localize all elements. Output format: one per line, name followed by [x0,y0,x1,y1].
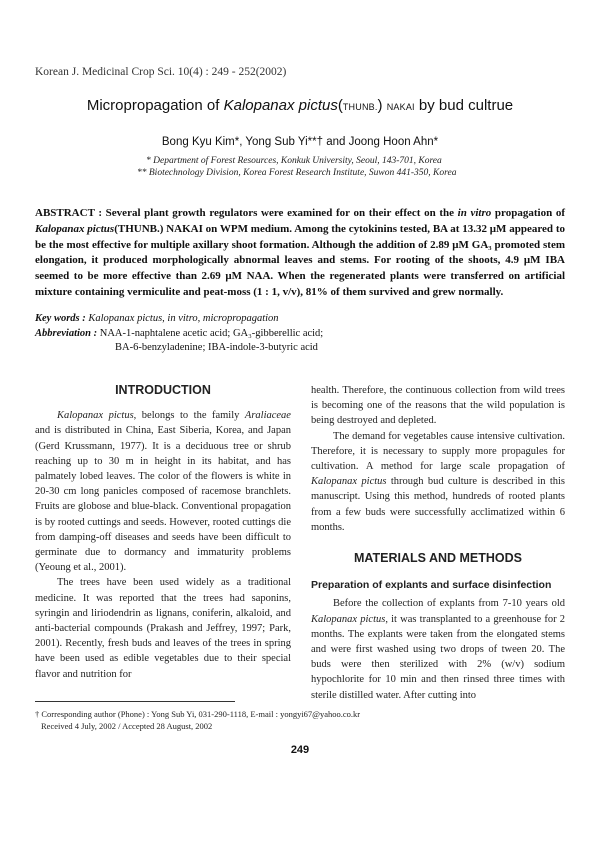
title-thunb: THUNB. [342,102,378,112]
intro-paragraph-1 [35,408,291,575]
methods-paragraph-1 [311,596,565,702]
paper-title [0,97,600,114]
keywords-label: Key words : [35,313,86,324]
intro-paragraph-3: health. Therefore, the continuous collection from wild trees is becoming one of the reasons that the wild population is being destroyed and depleted. [311,385,565,427]
footnote-dates: Received 4 July, 2002 / Accepted 28 August, 2002 [41,721,213,731]
abbreviation-label: Abbreviation : [35,327,98,339]
methods-p1-a: Before the collection of explants from 7-10 years old [333,598,565,610]
intro-p4-c: through bud culture is described in this manuscript. Using this method, hundreds of rooted plants from a few buds were successfully acclimatized within 6 months. [311,476,565,533]
page-number: 249 [290,744,310,756]
title-author-close: ) [377,97,387,114]
abstract-text-1: Several plant growth regulators were examined for on their effect on the [102,207,458,219]
intro-paragraph-4 [311,429,565,535]
intro-p4-species: Kalopanax pictus [311,476,387,488]
abstract-text-2: propagation of [491,207,566,219]
footnote-divider [35,701,235,702]
title-species: Kalopanax pictus [223,97,338,114]
abstract [35,206,565,301]
abstract-label: ABSTRACT : [35,207,103,219]
intro-p1-d: and is distributed in China, East Siberia, Korea, and Japan (Gerd Krussmann, 1977). It is a deciduous tree or shrub reaching up to 30 m in height in its habitat, and has palmately lobed leaves. The color of the flowers is white in 20-30 cm long panicles composed of racemose branchlets. Fruits are globose and blue-black. Conventional propagation is by rooted cuttings and seeds. However, rooted cuttings die from damping-off diseases and seeds have been difficult to germinate due to dormancy and immaturity problems (Yeoung et al., 2001). [35,425,291,574]
abstract-text-3: (THUNB.) NAKAI on WPM medium. Among the cytokinins tested, BA at 13.32 μM appeared to be the most effective for multiple axillary shoot formation. Although the addition of 2.89 μM GA₃ promoted stem elongation, it produced morphologically abnormal leaves and stems. For rooting of the shoots, 4.9 μM IBA seemed to be more effective than 2.69 μM NAA. When the regenerated plants were transferred on artificial mixture containing vermiculite and peat-moss (1 : 1, v/v), 81% of them survived and grew normally. [35,222,565,298]
abbreviation-line-2: BA-6-benzyladenine; IBA-indole-3-butyric acid [115,342,318,353]
methods-p1-species: Kalopanax pictus [311,613,386,625]
title-post: by bud cultrue [414,97,514,114]
footnote [35,708,360,732]
intro-p1-species: Kalopanax pictus [57,410,134,422]
title-author-open: ( [337,97,343,114]
journal-citation: Korean J. Medicinal Crop Sci. 10(4) : 249 - 252(2002) [35,66,287,78]
abbreviation-line-1: NAA-1-naphtalene acetic acid; GA₃-gibberellic acid; [97,327,324,339]
abstract-text-2i: Kalopanax pictus [35,222,115,235]
keywords-text: Kalopanax pictus, in vitro, micropropagation [85,313,279,324]
left-column [35,383,291,682]
intro-p4-a: The demand for vegetables cause intensive cultivation. Therefore, it is necessary to supply more propagules for cultivation. A method for large scale propagation of [311,430,565,473]
author-list: Bong Kyu Kim*, Yong Sub Yi**† and Joong Hoon Ahn* [161,136,439,148]
keywords-block [35,312,323,356]
footnote-correspondence: † Corresponding author (Phone) : Yong Sub Yi, 031-290-1118, E-mail : yongyi67@yahoo.co.kr [35,709,361,719]
methods-heading: MATERIALS AND METHODS [353,551,523,566]
affiliation-2: ** Biotechnology Division, Korea Forest Research Institute, Suwon 441-350, Korea [137,168,457,178]
abstract-text-1i: in vitro [457,207,492,219]
right-column [311,383,565,703]
intro-p1-b: , belongs to the family [133,410,245,422]
title-nakai: NAKAI [386,102,415,112]
title-pre: Micropropagation of [86,97,224,114]
intro-paragraph-2: The trees have been used widely as a traditional medicine. It was reported that the trees had saponins, syringin and liriodendrin as lignans, coniferin, alkaloid, and anti-bacterial compounds (Prakash and Jeffrey, 1997; Park, 2001). Recently, fresh buds and leaves of the trees in spring have been used as edible vegetables due to their special flavor and nutrition for [35,577,291,680]
affiliation-1: * Department of Forest Resources, Konkuk University, Seoul, 143-701, Korea [146,156,442,166]
intro-p1-family: Araliaceae [244,410,291,422]
methods-subheading: Preparation of explants and surface disinfection [311,579,552,592]
introduction-heading: INTRODUCTION [115,383,211,397]
methods-p1-c: , it was transplanted to a greenhouse for 2 months. The explants were taken from the elongated stems and were first washed using two drops of tween 20. The buds were then sterilized with 2% (w/v) sodium hypochlorite for 10 min and then rinsed three times with sterile distilled water. After cutting into [311,613,565,701]
